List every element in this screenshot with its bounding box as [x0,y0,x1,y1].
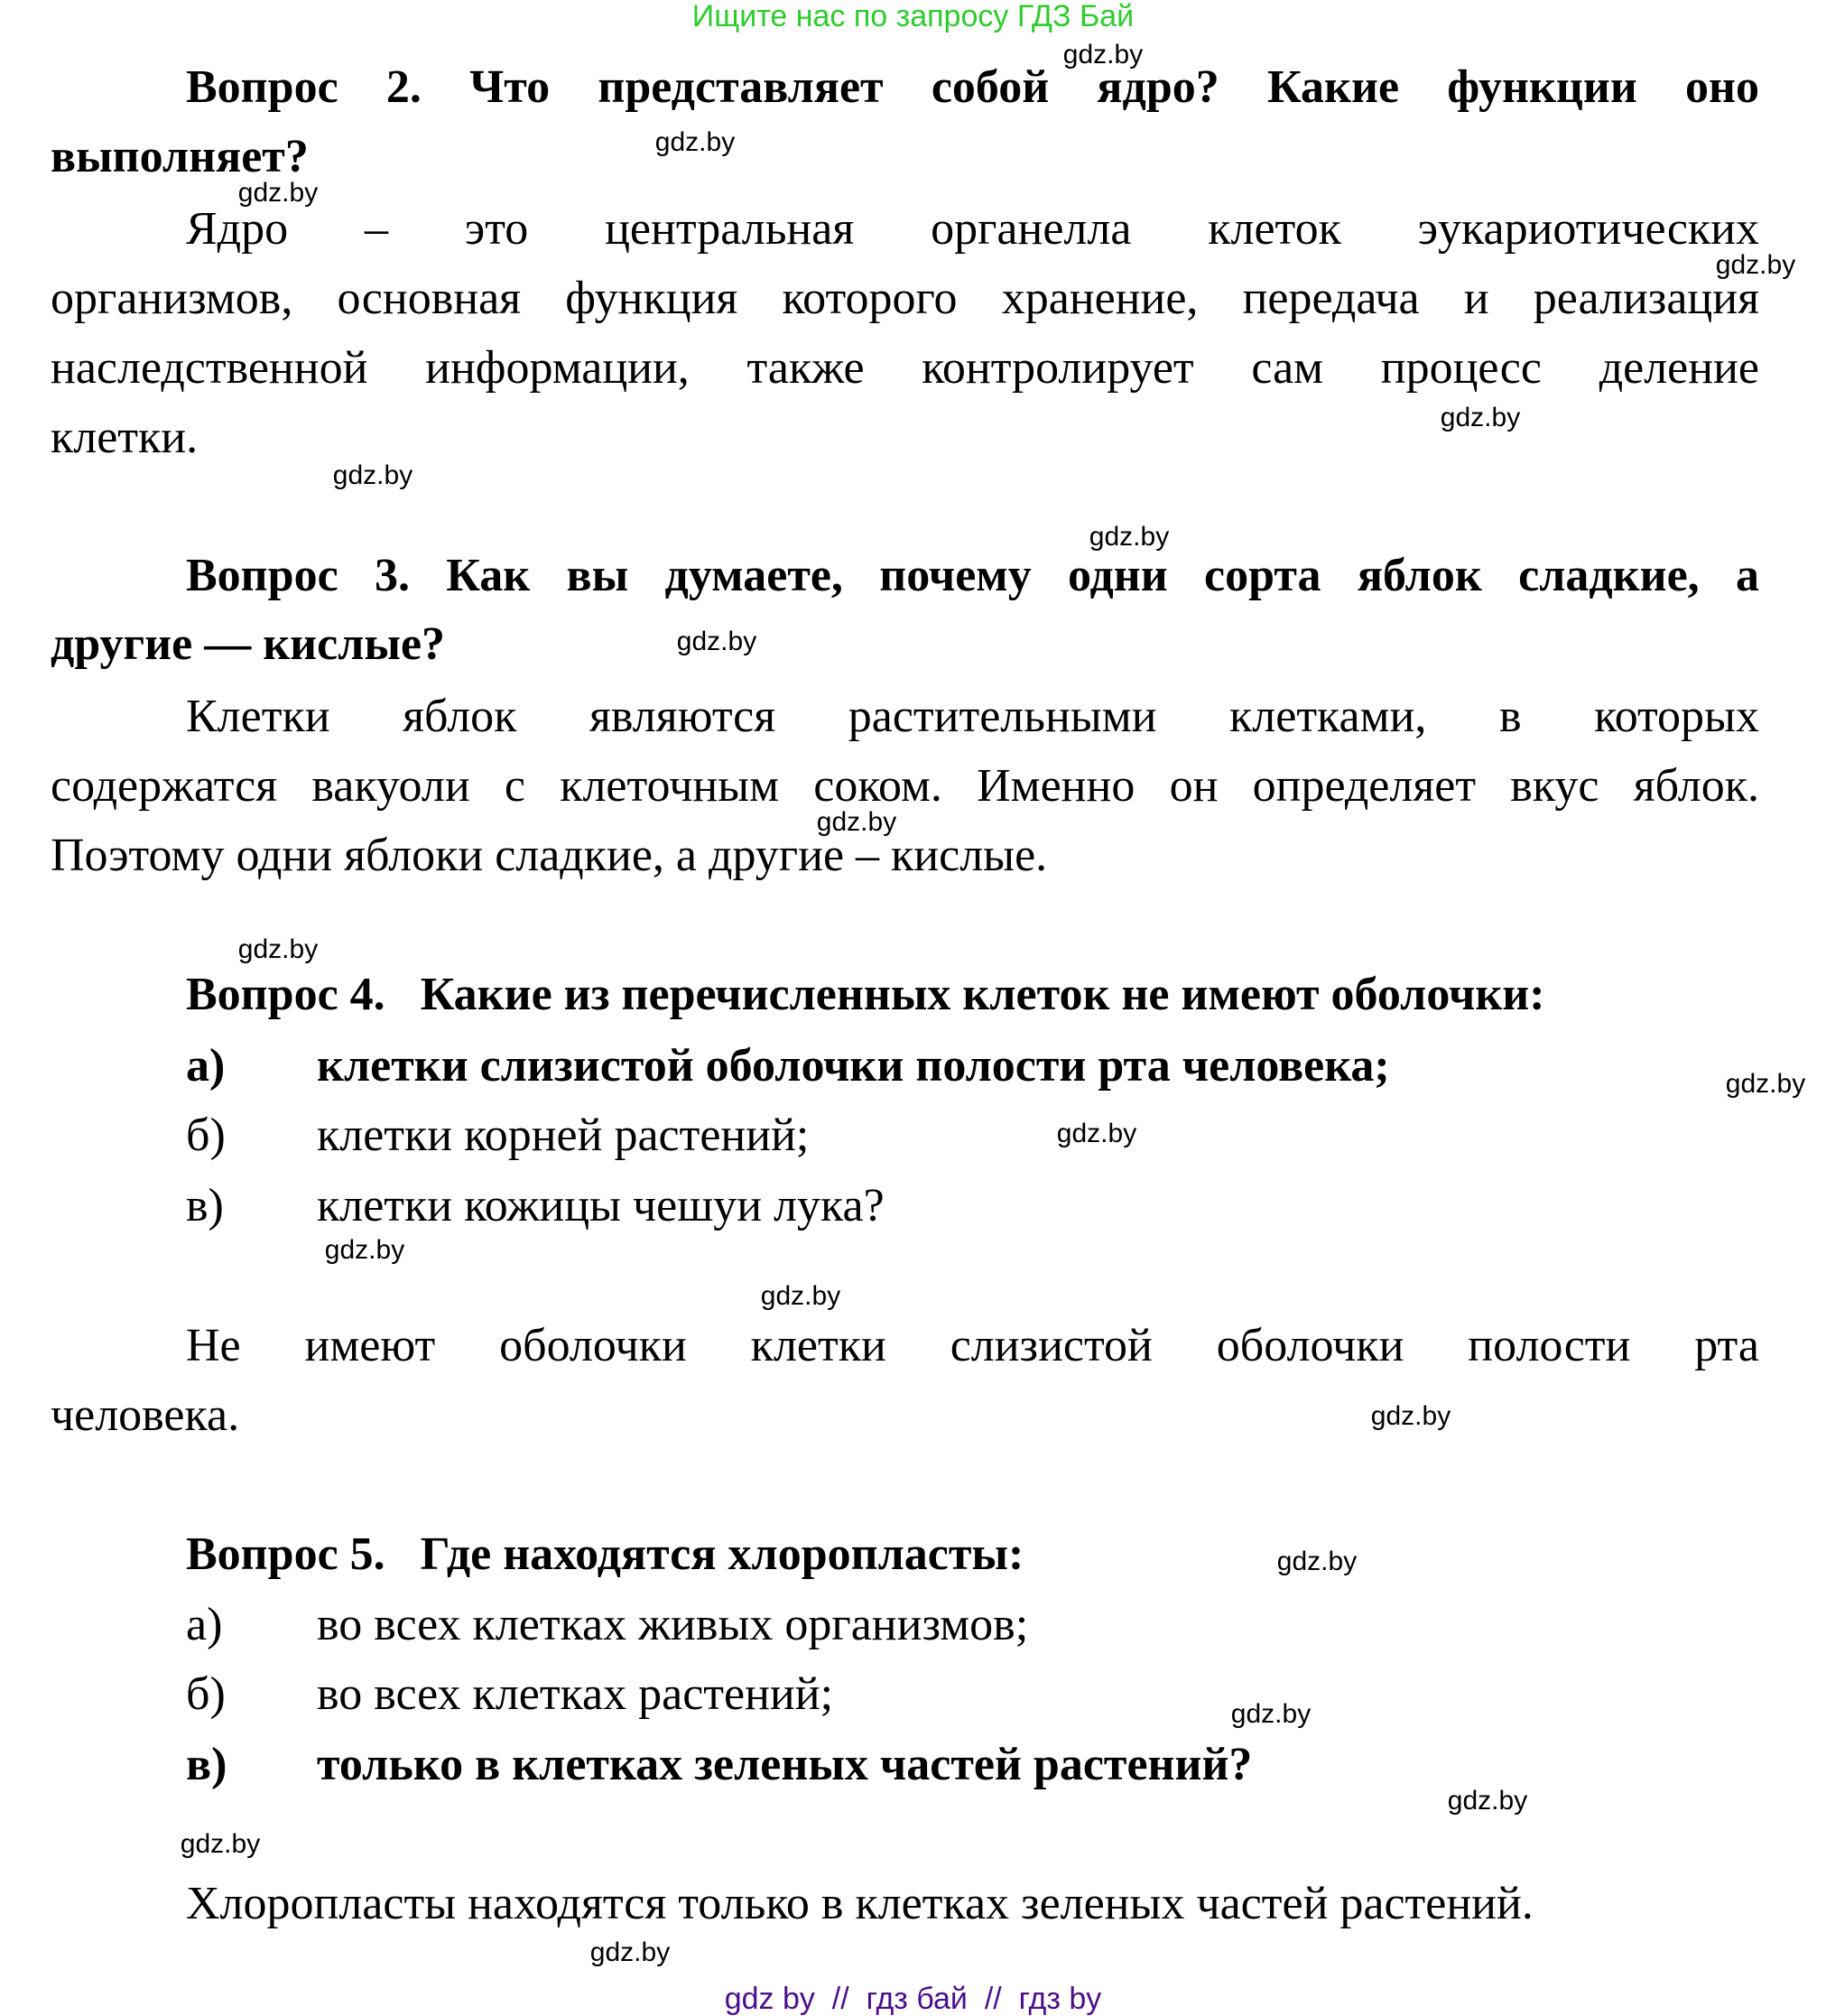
answer-2-line: клетки. [51,412,199,463]
question-3-title-cont: другие — кислые? [51,618,446,670]
answer-3-line: Клетки яблок являются растительными клетками, в которых [186,691,1759,742]
option-text: клетки кожицы чешуи лука? [317,1180,885,1231]
answer-4-line: Не имеют оболочки клетки слизистой оболочки полости рта [186,1320,1759,1371]
watermark: gdz.by [1276,1547,1358,1576]
watermark: gdz.by [180,1829,261,1859]
option-label: а) [186,1599,223,1650]
option-label: в) [186,1739,227,1790]
watermark: gdz.by [332,460,413,490]
watermark: gdz.by [237,178,319,208]
watermark: gdz.by [816,807,897,837]
question-2-title: Вопрос 2. Что представляет собой ядро? Какие функции оно [186,61,1759,113]
answer-2-line: организмов, основная функция которого хранение, передача и реализация [51,273,1759,324]
watermark: gdz.by [237,934,319,964]
watermark: gdz.by [654,127,736,157]
footer-banner: gdz by // гдз бай // гдз by [724,1982,1102,2016]
answer-3-line: содержатся вакуоли с клеточным соком. Именно он определяет вкус яблок. [51,760,1759,812]
question-5-title: Вопрос 5. Где находятся хлоропласты: [186,1528,1024,1580]
watermark: gdz.by [1056,1119,1137,1148]
watermark: gdz.by [1370,1401,1451,1431]
option-label: б) [186,1668,226,1720]
option-label: в) [186,1180,224,1231]
option-text: только в клетках зеленых частей растений? [317,1739,1253,1790]
watermark: gdz.by [1715,250,1796,280]
option-label: б) [186,1110,226,1161]
answer-4-line: человека. [51,1389,240,1441]
watermark: gdz.by [1725,1069,1806,1099]
answer-2-line: наследственной информации, также контролирует сам процесс деление [51,342,1759,394]
watermark: gdz.by [589,1937,671,1967]
answer-2-line: Ядро – это центральная органелла клеток эукариотических [186,203,1759,255]
watermark: gdz.by [324,1235,405,1265]
answer-3-line: Поэтому одни яблоки сладкие, а другие – кислые. [51,830,1048,881]
option-text: во всех клетках живых организмов; [317,1599,1029,1650]
option-label: а) [186,1040,226,1092]
watermark: gdz.by [1440,403,1521,432]
watermark: gdz.by [1447,1786,1528,1816]
question-2-title-cont: выполняет? [51,131,309,182]
watermark: gdz.by [676,627,757,656]
watermark: gdz.by [1089,522,1170,552]
watermark: gdz.by [1062,40,1144,70]
question-4-title: Вопрос 4. Какие из перечисленных клеток не имеют оболочки: [186,969,1545,1020]
answer-5: Хлоропласты находятся только в клетках зеленых частей растений. [186,1878,1534,1929]
search-banner: Ищите нас по запросу ГДЗ Бай [691,0,1135,33]
option-text: клетки корней растений; [317,1110,810,1161]
watermark: gdz.by [760,1281,841,1311]
option-text: клетки слизистой оболочки полости рта человека; [317,1040,1390,1092]
option-text: во всех клетках растений; [317,1668,834,1720]
watermark: gdz.by [1230,1699,1312,1729]
question-3-title: Вопрос 3. Как вы думаете, почему одни сорта яблок сладкие, а [186,550,1759,601]
